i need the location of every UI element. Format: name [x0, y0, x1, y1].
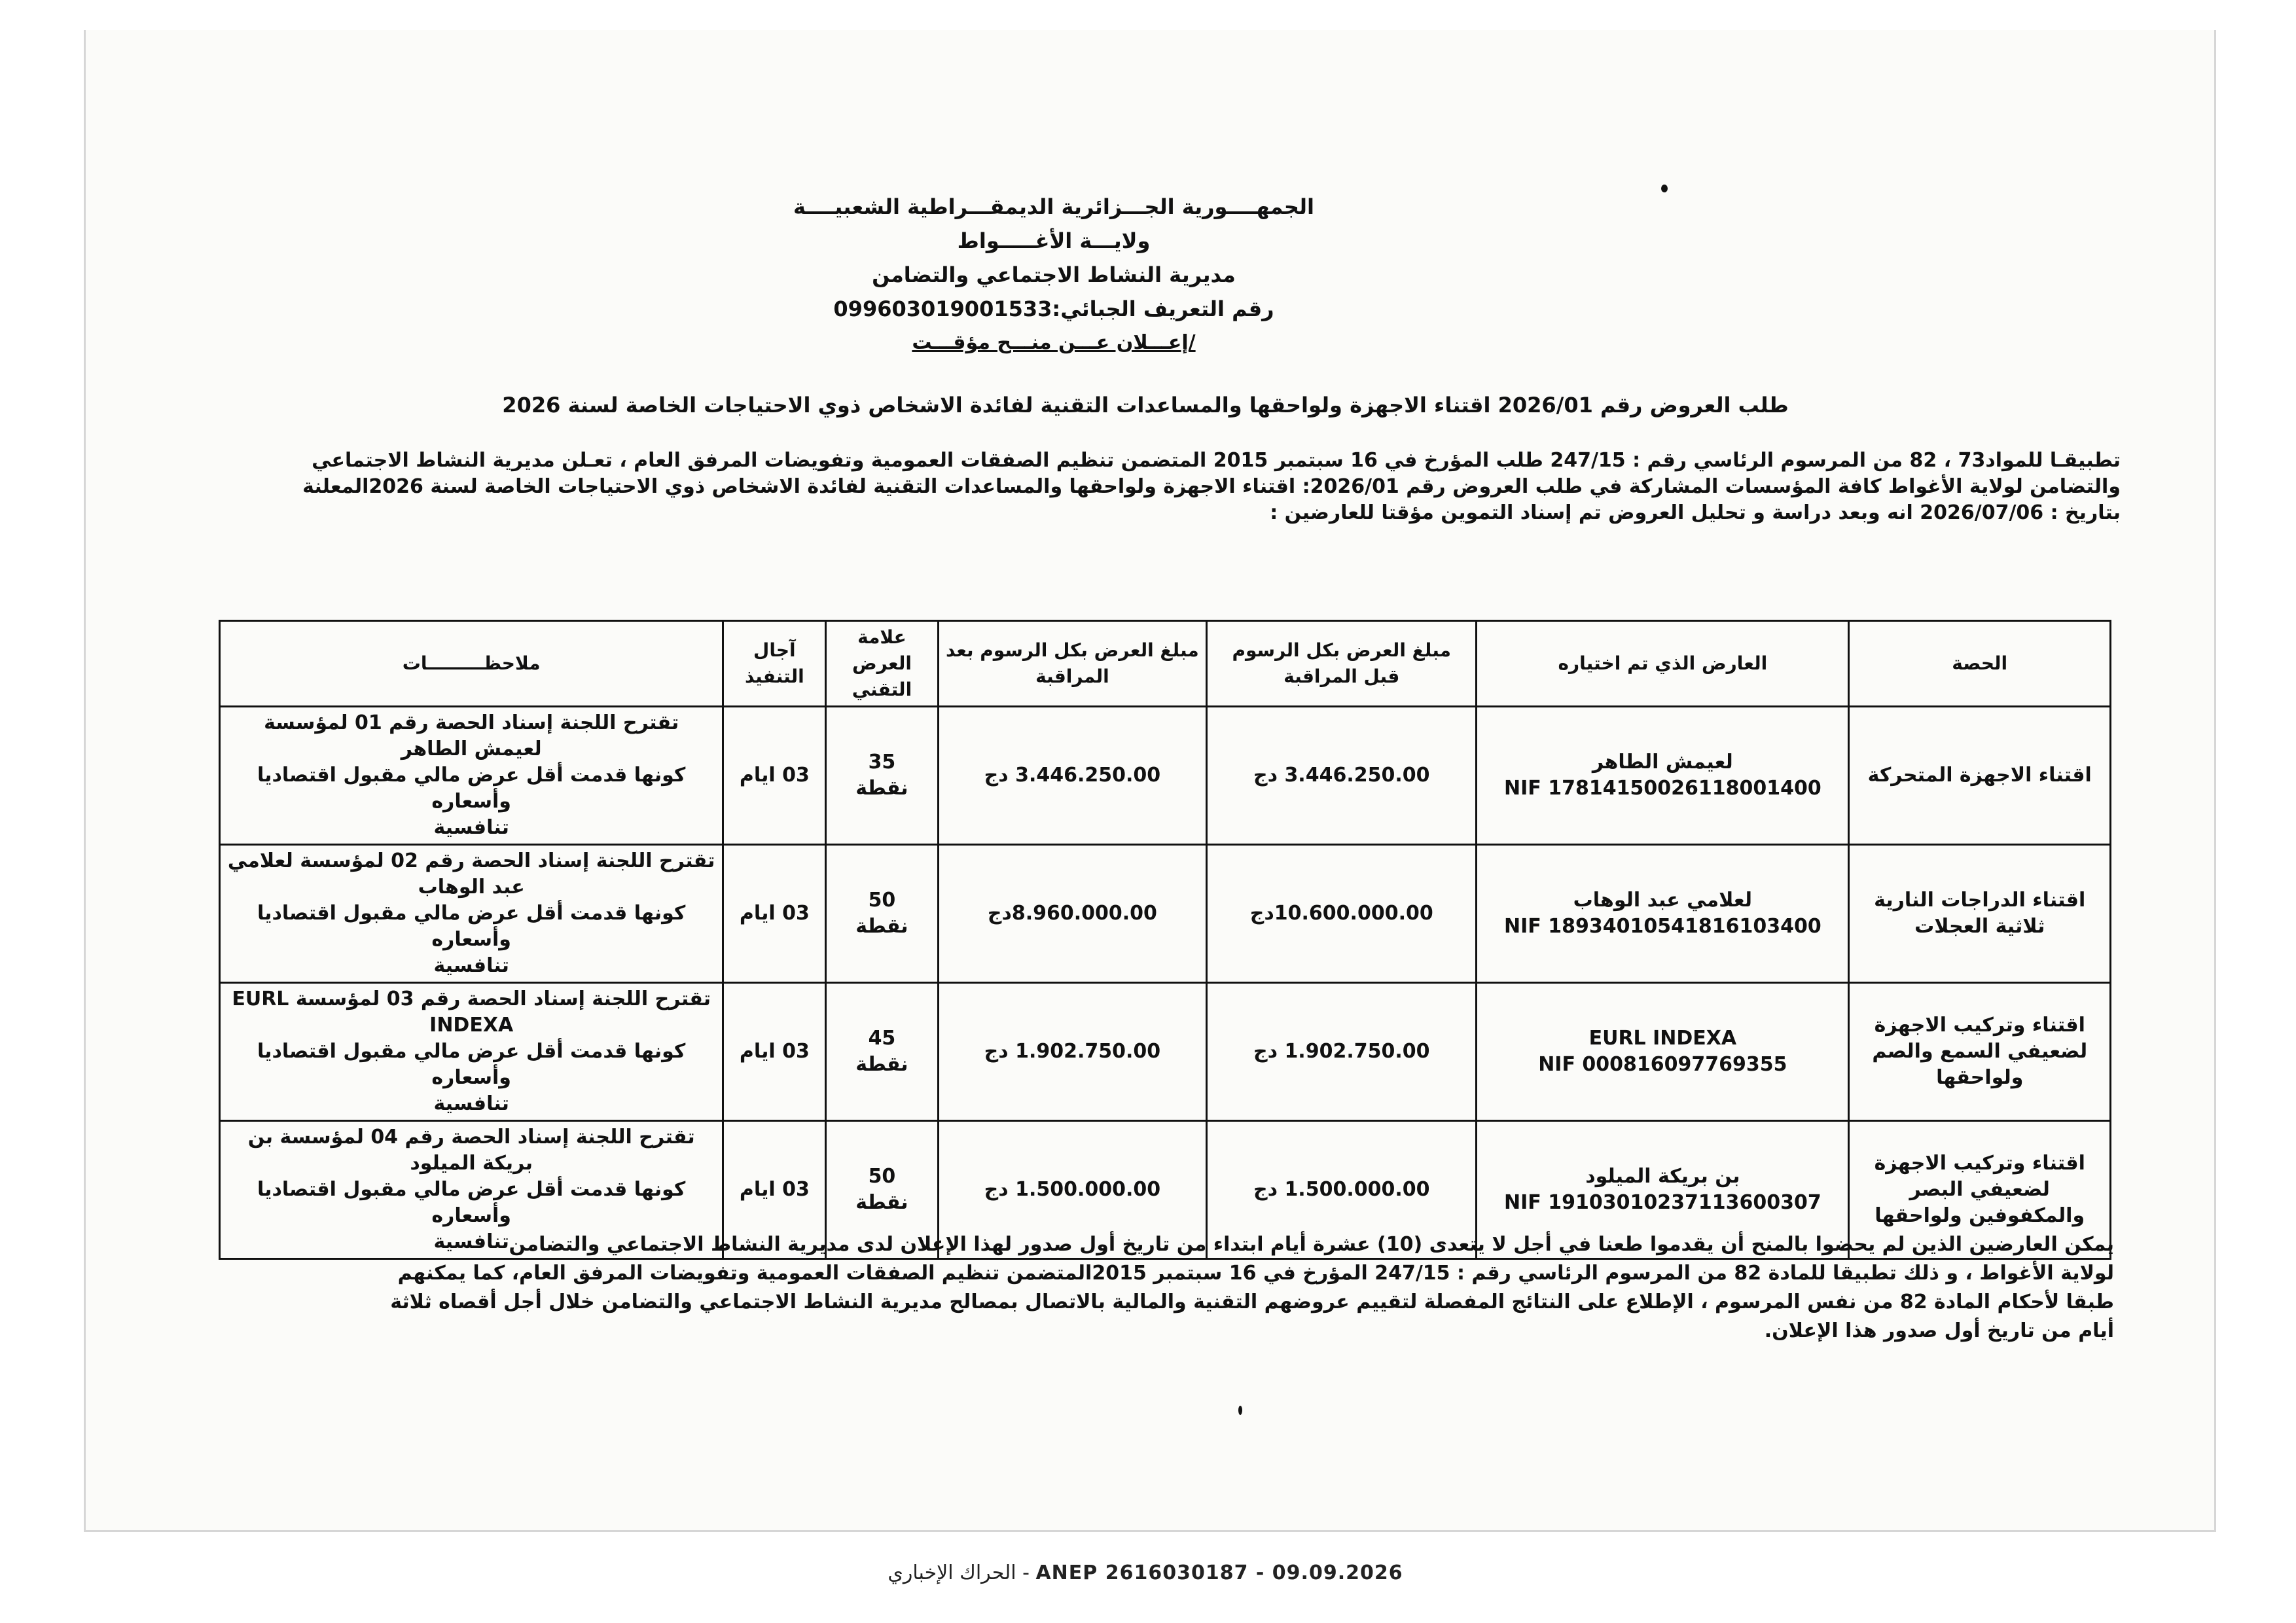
score-value: 35 [868, 751, 896, 774]
republic-name: الجمهــــورية الجـــزائرية الديمقـــراطية الشعبيــــة [793, 194, 1314, 219]
tax-id-label: رقم التعريف الجبائي: [1052, 296, 1274, 321]
tax-id-value: 099603019001533 [833, 296, 1052, 321]
notes-line: تنافسية [433, 816, 509, 839]
header-notes: ملاحظـــــــــات [220, 621, 723, 707]
tender-title: طلب العروض رقم 2026/01 اقتناء الاجهزة ولواحقها والمساعدات التقنية لفائدة الاشخاص ذوي الاحتياجات الخاصة لسنة 2026 [502, 393, 1789, 418]
bidder-nif: NIF 18934010541816103400 [1504, 915, 1821, 938]
notes-line: كونها قدمت أقل عرض مالي مقبول اقتصاديا وأسعاره [257, 764, 686, 813]
bidder-nif: NIF 19103010237113600307 [1504, 1191, 1821, 1214]
notes-line: تقترح اللجنة إسناد الحصة رقم 04 لمؤسسة بن بريكة الميلود [247, 1126, 695, 1175]
score-unit: نقطة [855, 1191, 908, 1214]
score-unit: نقطة [855, 915, 908, 938]
cell-amount-after: 1.500.000.00 دج [938, 1121, 1207, 1259]
wilaya-name: ولايـــة الأغـــــواط [957, 228, 1151, 253]
cell-bidder [1477, 845, 1849, 983]
intro-line: بتاريخ : 2026/07/06 انه وبعد دراسة و تحليل العروض تم إسناد التموين مؤقتا للعارضين : [1270, 501, 2121, 524]
table-row [220, 707, 2111, 845]
notes-line: كونها قدمت أقل عرض مالي مقبول اقتصاديا وأسعاره [257, 1040, 686, 1089]
notes-line: تقترح اللجنة إسناد الحصة رقم 03 لمؤسسة EURL INDEXA [232, 988, 711, 1037]
score-unit: نقطة [855, 777, 908, 800]
cell-score [826, 983, 938, 1121]
appeal-line: طبقا لأحكام المادة 82 من نفس المرسوم ، الإطلاع على النتائج المفصلة لتقييم عروضهم التقنية والمالية بالاتصال بمصالح مديرية النشاط الاجتماعي والتضامن خلال أجل أقصاه ثلاثة [390, 1291, 2114, 1313]
cell-delay: 03 ايام [723, 845, 826, 983]
intro-line: تطبيقـا للمواد73 ، 82 من المرسوم الرئاسي رقم : 247/15 طلب المؤرخ في 16 سبتمبر 2015 المتضمن تنظيم الصفقات العمومية وتفويضات المرفق العام ، تعـلن مديرية النشاط الاجتماعي [312, 449, 2121, 472]
cell-lot: اقتناء الدراجات النارية ثلاثية العجلات [1849, 845, 2111, 983]
table-row [220, 983, 2111, 1121]
appeal-line: يمكن العارضين الذين لم يحضوا بالمنح أن يقدموا طعنا في أجل لا يتعدى (10) عشرة أيام ابتداء من تاريخ أول صدور لهذا الإعلان لدى مديرية النشاط الاجتماعي والتضامن [509, 1233, 2114, 1256]
cell-delay: 03 ايام [723, 1121, 826, 1259]
cell-lot: اقتناء وتركيب الاجهزة لضعيفي السمع والصم ولواحقها [1849, 983, 2111, 1121]
bidder-name: EURL INDEXA [1588, 1027, 1737, 1050]
bidder-nif: NIF 17814150026118001400 [1504, 777, 1821, 800]
cell-notes [220, 707, 723, 845]
header-lot: الحصة [1849, 621, 2111, 707]
appeal-line: لولاية الأغواط ، و ذلك تطبيقا للمادة 82 من المرسوم الرئاسي رقم : 247/15 المؤرخ في 16 سبتمبر 2015المتضمن تنظيم الصفقات العمومية وتفويضات المرفق العام، كما يمكنهم [397, 1262, 2114, 1285]
header-bidder: العارض الذي تم اختياره [1477, 621, 1849, 707]
intro-paragraph [223, 448, 2121, 526]
header-technical-score: علامة العرض التقني [826, 621, 938, 707]
cell-lot: اقتناء الاجهزة المتحركة [1849, 707, 2111, 845]
appeal-line: أيام من تاريخ أول صدور هذا الإعلان. [1764, 1319, 2114, 1342]
anep-code: ANEP 2616030187 - 09.09.2026 [1035, 1561, 1403, 1584]
publication-stamp [753, 1561, 1538, 1584]
tax-id-line [785, 292, 1322, 326]
cell-amount-after: 3.446.250.00 دج [938, 707, 1207, 845]
appeal-paragraph [223, 1230, 2114, 1346]
cell-amount-before: 3.446.250.00 دج [1207, 707, 1477, 845]
cell-amount-before: 1.902.750.00 دج [1207, 983, 1477, 1121]
bidder-name: لعيمش الطاهر [1592, 751, 1733, 774]
cell-amount-before: 1.500.000.00 دج [1207, 1121, 1477, 1259]
cell-amount-after: 8.960.000.00دج [938, 845, 1207, 983]
notes-line: تنافسية [433, 1092, 509, 1115]
speck-mark [1238, 1406, 1242, 1415]
cell-bidder [1477, 707, 1849, 845]
score-value: 50 [868, 889, 896, 912]
notes-line: كونها قدمت أقل عرض مالي مقبول اقتصاديا وأسعاره [257, 1178, 686, 1227]
score-value: 45 [868, 1027, 896, 1050]
cell-score [826, 845, 938, 983]
cell-delay: 03 ايام [723, 983, 826, 1121]
award-table [219, 620, 2111, 1260]
cell-lot: اقتناء وتركيب الاجهزة لضعيفي البصر والمكفوفين ولواحقها [1849, 1121, 2111, 1259]
bidder-name: لعلامي عبد الوهاب [1573, 889, 1753, 912]
notes-line: تقترح اللجنة إسناد الحصة رقم 02 لمؤسسة لعلامي عبد الوهاب [227, 849, 715, 899]
bidder-nif: NIF 000816097769355 [1538, 1053, 1787, 1076]
cell-notes [220, 845, 723, 983]
notes-line: تقترح اللجنة إسناد الحصة رقم 01 لمؤسسة لعيمش الطاهر [264, 711, 679, 760]
intro-line: والتضامن لولاية الأغواط كافة المؤسسات المشاركة في طلب العروض رقم 2026/01: اقتناء الاجهزة ولواحقها والمساعدات التقنية لفائدة الاشخاص ذوي الاحتياجات الخاصة لسنة 2026المعلنة [302, 475, 2121, 498]
score-value: 50 [868, 1165, 896, 1188]
notes-line: كونها قدمت أقل عرض مالي مقبول اقتصاديا وأسعاره [257, 902, 686, 951]
score-unit: نقطة [855, 1053, 908, 1076]
bidder-name: بن بريكة الميلود [1585, 1165, 1740, 1188]
header-amount-after: مبلغ العرض بكل الرسوم بعد المراقبة [938, 621, 1207, 707]
directorate-name: مديرية النشاط الاجتماعي والتضامن [872, 262, 1236, 287]
cell-amount-before: 10.600.000.00دج [1207, 845, 1477, 983]
cell-amount-after: 1.902.750.00 دج [938, 983, 1207, 1121]
publisher-name: الحراك الإخباري - [888, 1561, 1036, 1584]
announcement-heading: /إعـــلان عـــن منـــح مؤقـــت [912, 331, 1196, 354]
cell-notes [220, 983, 723, 1121]
notes-line: تنافسية [433, 954, 509, 977]
header-delay: آجال التنفيذ [723, 621, 826, 707]
table-header-row [220, 621, 2111, 707]
table-row [220, 845, 2111, 983]
notes-line: تنافسية [433, 1230, 509, 1253]
cell-bidder [1477, 983, 1849, 1121]
cell-delay: 03 ايام [723, 707, 826, 845]
cell-score [826, 707, 938, 845]
letterhead [785, 190, 1322, 360]
speck-mark [1661, 185, 1668, 192]
header-amount-before: مبلغ العرض بكل الرسوم قبل المراقبة [1207, 621, 1477, 707]
